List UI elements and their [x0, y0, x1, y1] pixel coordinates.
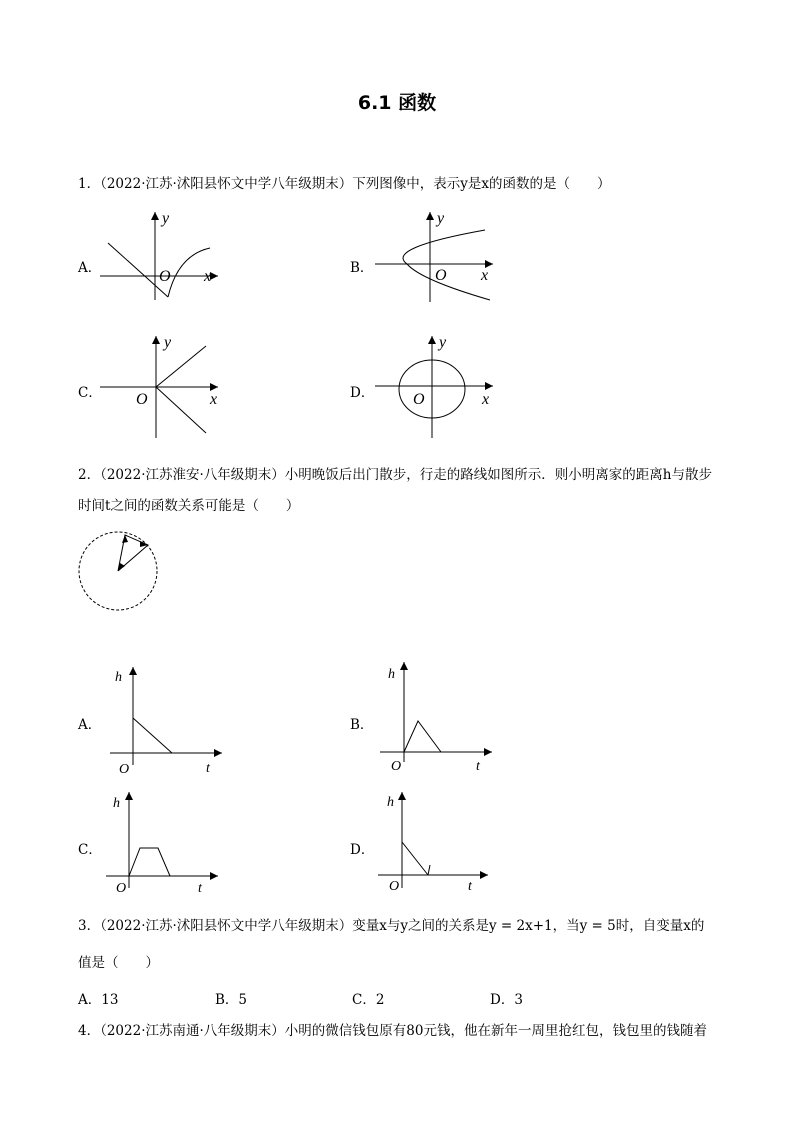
question-2-line-2: 时间t之间的函数关系可能是（ ）: [78, 498, 300, 514]
q3-option-b[interactable]: B．5: [215, 992, 248, 1008]
q3-option-d[interactable]: D．3: [490, 992, 523, 1008]
origin-label: O: [435, 267, 447, 284]
q1-graph-b[interactable]: [375, 210, 505, 305]
q1-graph-c[interactable]: [100, 334, 230, 439]
question-3-line-2: 值是（ ）: [78, 955, 159, 971]
q1-option-a-label[interactable]: A．: [78, 260, 102, 276]
question-3-line-1: 3．（2022·江苏·沭阳县怀文中学八年级期末）变量x与y之间的关系是y = 2x+1，当y = 5时，自变量x的: [78, 918, 705, 934]
x-axis-label: x: [481, 267, 489, 284]
q2-graph-b[interactable]: [380, 660, 500, 775]
origin-label: O: [119, 762, 130, 777]
question-4-line-1: 4．（2022·江苏南通·八年级期末）小明的微信钱包原有80元钱，他在新年一周里抢红包，钱包里的钱随着: [78, 1023, 707, 1039]
q3-option-c[interactable]: C．2: [352, 992, 385, 1008]
y-axis-label: y: [437, 210, 445, 227]
x-axis-label: x: [204, 268, 212, 285]
q1-option-c-label[interactable]: C．: [78, 385, 102, 401]
q3-option-a[interactable]: A．13: [78, 992, 119, 1008]
origin-label: O: [116, 881, 127, 896]
q2-option-d-label[interactable]: D．: [350, 842, 375, 858]
q2-graph-a[interactable]: [110, 665, 230, 780]
x-axis-label: x: [210, 391, 218, 408]
t-axis-label: t: [476, 759, 480, 774]
q2-option-c-label[interactable]: C．: [78, 842, 102, 858]
walking-route-diagram: [78, 530, 162, 614]
x-axis-label: x: [482, 391, 490, 408]
origin-label: O: [389, 879, 400, 894]
h-axis-label: h: [387, 795, 394, 810]
origin-label: O: [159, 268, 171, 285]
q1-option-b-label[interactable]: B．: [350, 260, 374, 276]
question-2-line-1: 2．（2022·江苏淮安·八年级期末）小明晚饭后出门散步，行走的路线如图所示．则小明离家的距离h与散步: [78, 467, 712, 483]
y-axis-label: y: [162, 210, 170, 227]
t-axis-label: t: [198, 881, 202, 896]
t-axis-label: t: [468, 879, 472, 894]
y-axis-label: y: [439, 334, 447, 351]
h-axis-label: h: [115, 670, 122, 685]
q2-graph-d[interactable]: [378, 790, 498, 895]
origin-label: O: [391, 759, 402, 774]
page-title: 6.1 函数: [357, 92, 437, 114]
h-axis-label: h: [388, 667, 395, 682]
q1-option-d-label[interactable]: D．: [350, 385, 375, 401]
origin-label: O: [136, 391, 148, 408]
q2-option-b-label[interactable]: B．: [350, 717, 374, 733]
origin-label: O: [413, 391, 425, 408]
question-1-text: 1．（2022·江苏·沭阳县怀文中学八年级期末）下列图像中，表示y是x的函数的是（ ）: [78, 176, 611, 192]
t-axis-label: t: [206, 761, 210, 776]
q1-graph-a[interactable]: [100, 210, 230, 300]
y-axis-label: y: [164, 334, 172, 351]
q2-graph-c[interactable]: [106, 790, 226, 895]
h-axis-label: h: [113, 796, 120, 811]
q2-option-a-label[interactable]: A．: [78, 717, 102, 733]
q1-graph-d[interactable]: [375, 334, 505, 439]
